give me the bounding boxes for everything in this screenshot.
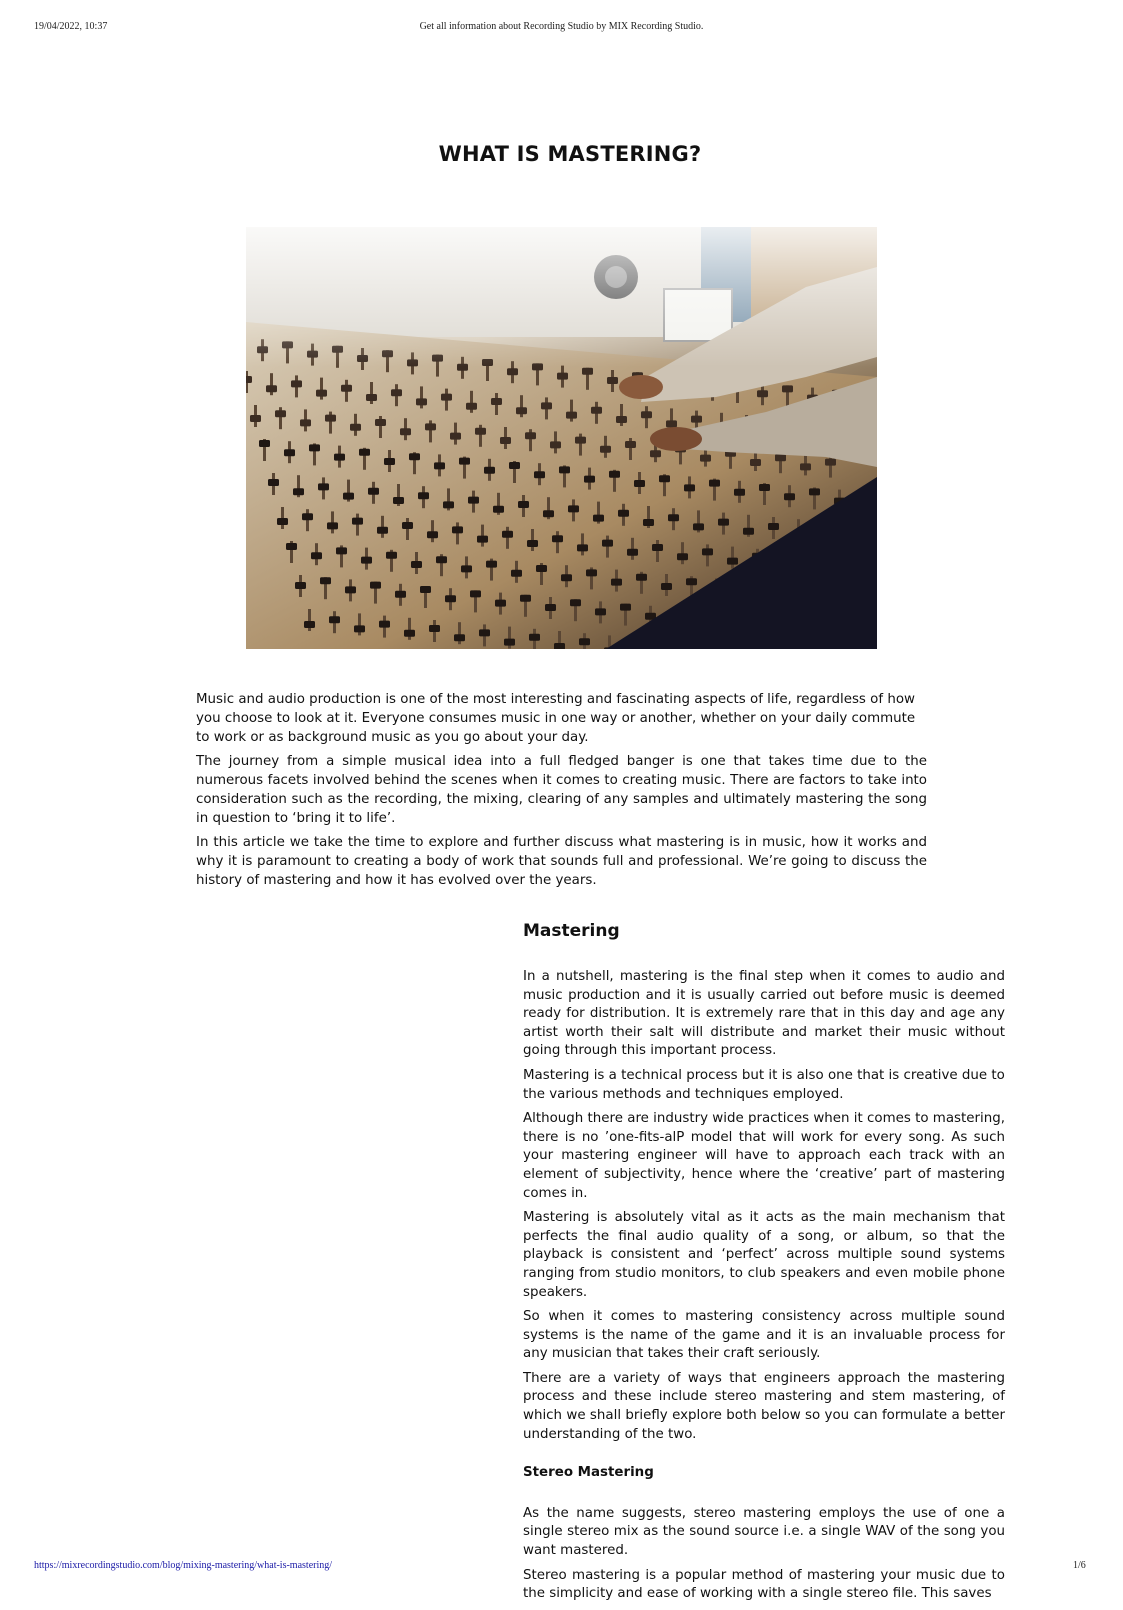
intro-paragraph: The journey from a simple musical idea into a full fledged banger is one that takes time due to the numerous facets involved behind the scenes when it comes to creating music. There are factors to take into consideration such as the recording, the mixing, clearing of any samples and ultimately mastering the song in question to ‘bring it to life’. bbox=[196, 754, 927, 826]
fader-knob bbox=[600, 446, 611, 453]
fader-knob bbox=[329, 616, 340, 623]
fader-knob bbox=[618, 510, 629, 517]
fader-knob bbox=[684, 484, 695, 491]
fader-knob bbox=[700, 455, 711, 462]
fader-knob bbox=[582, 368, 593, 375]
fader-knob bbox=[557, 373, 568, 380]
fader-knob bbox=[379, 621, 390, 628]
mastering-heading: Mastering bbox=[523, 921, 620, 941]
fader-knob bbox=[520, 595, 531, 602]
fader-knob bbox=[534, 471, 545, 478]
fader-knob bbox=[286, 543, 297, 550]
stereo-mastering-heading: Stereo Mastering bbox=[523, 1465, 654, 1481]
fader-knob bbox=[418, 492, 429, 499]
fader-knob bbox=[511, 570, 522, 577]
fader-knob bbox=[775, 454, 786, 461]
fader-slot bbox=[706, 544, 709, 566]
fader-knob bbox=[268, 479, 279, 486]
fader-knob bbox=[384, 458, 395, 465]
page-title: WHAT IS MASTERING? bbox=[438, 142, 702, 166]
fader-knob bbox=[334, 454, 345, 461]
fader-knob bbox=[718, 519, 729, 526]
fader-knob bbox=[246, 376, 252, 383]
fader-knob bbox=[611, 579, 622, 586]
intro-paragraph: Music and audio production is one of the most interesting and fascinating aspects of life, regardless of how you choose to look at it. Everyone consumes music in one way or another, whether on your daily commute to work or as background music as you go about your day. bbox=[196, 692, 916, 745]
fader-knob bbox=[425, 423, 436, 430]
fader-knob bbox=[352, 518, 363, 525]
fader-knob bbox=[504, 639, 515, 646]
fader-knob bbox=[502, 531, 513, 538]
fader-knob bbox=[800, 463, 811, 470]
fader-knob bbox=[443, 501, 454, 508]
fader-knob bbox=[686, 578, 697, 585]
mastering-paragraph: Mastering is a technical process but it is also one that is creative due to the various methods and techniques employed. bbox=[523, 1067, 1005, 1102]
fader-knob bbox=[591, 407, 602, 414]
fader-knob bbox=[568, 505, 579, 512]
fader-knob bbox=[420, 586, 431, 593]
engineer-hand-2 bbox=[650, 427, 702, 451]
fader-knob bbox=[327, 522, 338, 529]
fader-knob bbox=[757, 390, 768, 397]
fader-knob bbox=[350, 424, 361, 431]
fader-knob bbox=[345, 586, 356, 593]
fader-knob bbox=[409, 453, 420, 460]
fader-knob bbox=[404, 630, 415, 637]
fader-knob bbox=[452, 526, 463, 533]
fader-knob bbox=[302, 513, 313, 520]
fader-knob bbox=[477, 536, 488, 543]
fader-knob bbox=[318, 483, 329, 490]
fader-knob bbox=[727, 558, 738, 565]
fader-knob bbox=[461, 565, 472, 572]
fader-knob bbox=[570, 599, 581, 606]
fader-knob bbox=[470, 590, 481, 597]
fader-knob bbox=[377, 527, 388, 534]
fader-knob bbox=[609, 471, 620, 478]
mastering-paragraph: Although there are industry wide practices when it comes to mastering, there is no ’one-fits-alP model that will work for every song. As such your mastering engineer will have to approach each track with an element of subjectivity, hence where the ‘creative’ part of mastering comes in. bbox=[523, 1111, 1005, 1201]
fader-knob bbox=[295, 582, 306, 589]
fader-knob bbox=[641, 411, 652, 418]
fader-knob bbox=[593, 515, 604, 522]
fader-knob bbox=[516, 407, 527, 414]
fader-knob bbox=[768, 523, 779, 530]
fader-knob bbox=[595, 608, 606, 615]
fader-knob bbox=[734, 489, 745, 496]
fader-knob bbox=[368, 488, 379, 495]
fader-knob bbox=[454, 634, 465, 641]
fader-knob bbox=[361, 557, 372, 564]
fader-knob bbox=[782, 385, 793, 392]
fader-knob bbox=[616, 416, 627, 423]
fader-knob bbox=[291, 380, 302, 387]
fader-knob bbox=[370, 582, 381, 589]
fader-slot bbox=[731, 547, 734, 569]
fader-knob bbox=[536, 565, 547, 572]
fader-knob bbox=[320, 577, 331, 584]
fader-knob bbox=[550, 441, 561, 448]
fader-knob bbox=[750, 459, 761, 466]
print-header-title: Get all information about Recording Studio by MIX Recording Studio. bbox=[419, 21, 704, 32]
fader-knob bbox=[559, 466, 570, 473]
fader-knob bbox=[518, 501, 529, 508]
fader-knob bbox=[491, 398, 502, 405]
fader-knob bbox=[809, 488, 820, 495]
fader-knob bbox=[620, 604, 631, 611]
stereo-mastering-paragraph: As the name suggests, stereo mastering employs the use of one a single stereo mix as the sound source i.e. a single WAV of the song you want mastered. bbox=[523, 1505, 1005, 1559]
intro-section bbox=[196, 690, 927, 895]
print-footer-url[interactable]: https://mixrecordingstudio.com/blog/mixing-mastering/what-is-mastering/ bbox=[34, 1560, 333, 1571]
fader-knob bbox=[507, 368, 518, 375]
fader-knob bbox=[354, 625, 365, 632]
fader-knob bbox=[311, 552, 322, 559]
fader-knob bbox=[436, 556, 447, 563]
fader-knob bbox=[509, 462, 520, 469]
fader-knob bbox=[652, 544, 663, 551]
engineer-hand bbox=[619, 375, 663, 399]
fader-knob bbox=[691, 416, 702, 423]
fader-knob bbox=[607, 377, 618, 384]
fader-slot bbox=[481, 525, 484, 547]
fader-knob bbox=[400, 428, 411, 435]
fader-knob bbox=[277, 518, 288, 525]
fader-knob bbox=[468, 497, 479, 504]
mastering-paragraph: Mastering is absolutely vital as it acts as the main mechanism that perfects the final audio quality of a song, or album, so that the playback is consistent and ‘perfect’ across multiple sound systems ranging from studio monitors, to club speakers and even mobile phone speakers. bbox=[523, 1210, 1005, 1300]
mixing-console-illustration bbox=[246, 227, 877, 649]
fader-knob bbox=[627, 549, 638, 556]
fader-knob bbox=[561, 574, 572, 581]
fader-knob bbox=[434, 462, 445, 469]
fader-knob bbox=[275, 410, 286, 417]
fader-knob bbox=[529, 634, 540, 641]
fader-knob bbox=[250, 415, 261, 422]
fader-knob bbox=[284, 449, 295, 456]
fader-knob bbox=[668, 514, 679, 521]
fader-knob bbox=[466, 403, 477, 410]
fader-knob bbox=[441, 394, 452, 401]
fader-knob bbox=[416, 398, 427, 405]
stereo-mastering-paragraph: Stereo mastering is a popular method of mastering your music due to the simplicity and ease of working with a single stereo file. This saves bbox=[523, 1567, 1005, 1602]
fader-knob bbox=[602, 540, 613, 547]
fader-knob bbox=[316, 390, 327, 397]
fader-knob bbox=[493, 506, 504, 513]
fader-knob bbox=[259, 440, 270, 447]
fader-knob bbox=[445, 595, 456, 602]
fader-knob bbox=[709, 480, 720, 487]
fader-knob bbox=[300, 419, 311, 426]
fader-knob bbox=[266, 385, 277, 392]
fader-knob bbox=[411, 561, 422, 568]
fader-knob bbox=[402, 522, 413, 529]
fader-knob bbox=[427, 531, 438, 538]
fader-knob bbox=[566, 412, 577, 419]
fader-knob bbox=[650, 450, 661, 457]
fader-knob bbox=[391, 389, 402, 396]
fader-knob bbox=[659, 475, 670, 482]
fader-knob bbox=[309, 444, 320, 451]
fader-knob bbox=[429, 625, 440, 632]
fader-knob bbox=[343, 493, 354, 500]
fader-knob bbox=[586, 569, 597, 576]
hero-image bbox=[246, 227, 877, 649]
fader-knob bbox=[636, 574, 647, 581]
fader-knob bbox=[527, 540, 538, 547]
print-header-datetime: 19/04/2022, 10:37 bbox=[34, 21, 108, 32]
fader-knob bbox=[677, 553, 688, 560]
fader-knob bbox=[393, 497, 404, 504]
fader-knob bbox=[634, 480, 645, 487]
fader-knob bbox=[666, 420, 677, 427]
fader-knob bbox=[479, 629, 490, 636]
fader-slot bbox=[456, 522, 459, 544]
fader-knob bbox=[784, 493, 795, 500]
fader-knob bbox=[759, 484, 770, 491]
fader-knob bbox=[484, 467, 495, 474]
fader-knob bbox=[554, 643, 565, 649]
fader-knob bbox=[475, 428, 486, 435]
fader-knob bbox=[304, 621, 315, 628]
fader-knob bbox=[743, 528, 754, 535]
fader-knob bbox=[375, 419, 386, 426]
fader-knob bbox=[579, 638, 590, 645]
intro-paragraph: In this article we take the time to explore and further discuss what mastering is in music, how it works and why it is paramount to creating a body of work that sounds full and professional. We’re going to discuss the history of mastering and how it has evolved over the years. bbox=[196, 835, 927, 888]
fader-knob bbox=[495, 600, 506, 607]
fader-knob bbox=[643, 519, 654, 526]
fader-knob bbox=[500, 437, 511, 444]
fader-knob bbox=[366, 394, 377, 401]
fader-knob bbox=[584, 476, 595, 483]
fader-knob bbox=[359, 449, 370, 456]
fader-knob bbox=[552, 535, 563, 542]
fader-knob bbox=[693, 523, 704, 530]
fader-knob bbox=[577, 544, 588, 551]
fader-knob bbox=[545, 604, 556, 611]
mastering-section bbox=[523, 920, 1005, 1610]
fader-knob bbox=[541, 402, 552, 409]
mastering-paragraph: So when it comes to mastering consistency across multiple sound systems is the name of the game and it is an invaluable process for any musician that takes their craft seriously. bbox=[523, 1309, 1005, 1362]
fader-knob bbox=[825, 459, 836, 466]
fader-knob bbox=[386, 552, 397, 559]
fader-knob bbox=[661, 583, 672, 590]
fader-knob bbox=[325, 415, 336, 422]
fader-knob bbox=[575, 437, 586, 444]
fader-knob bbox=[702, 548, 713, 555]
fader-knob bbox=[395, 591, 406, 598]
fader-knob bbox=[543, 510, 554, 517]
mastering-paragraph: In a nutshell, mastering is the final step when it comes to audio and music production and it is usually carried out before music is deemed ready for distribution. It is extremely rare that in this day and age any artist worth their salt will distribute and market their music without going through this important process. bbox=[523, 969, 1005, 1059]
fader-knob bbox=[625, 441, 636, 448]
mastering-paragraph: There are a variety of ways that engineers approach the mastering process and these include stereo mastering and stem mastering, of which we shall briefly explore both below so you can formulate a better understanding of the two. bbox=[523, 1370, 1005, 1442]
fader-knob bbox=[341, 385, 352, 392]
fader-knob bbox=[293, 488, 304, 495]
fader-knob bbox=[336, 547, 347, 554]
lens-glow bbox=[246, 227, 877, 367]
print-footer-page-number: 1/6 bbox=[1073, 1560, 1086, 1571]
fader-knob bbox=[450, 433, 461, 440]
fader-knob bbox=[459, 458, 470, 465]
fader-knob bbox=[525, 432, 536, 439]
fader-knob bbox=[486, 561, 497, 568]
